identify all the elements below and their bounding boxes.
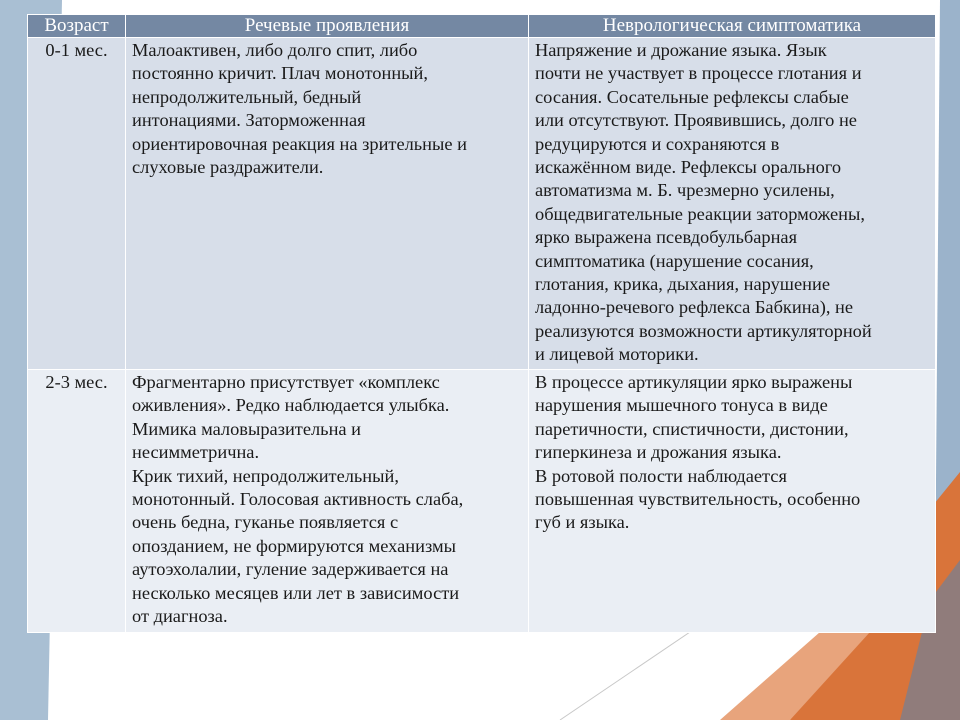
text-line: общедвигательные реакции заторможены, xyxy=(535,203,865,224)
text-line: очень бедна, гуканье появляется с xyxy=(132,512,399,533)
text-line: паретичности, спистичности, дистонии, xyxy=(535,418,849,439)
symptoms-table xyxy=(27,14,936,633)
text-line: оживления». Редко наблюдается улыбка. xyxy=(132,395,450,416)
table-header-row xyxy=(28,15,936,38)
row-age-cell: 2-3 мес. xyxy=(28,370,126,633)
text-line: повышенная чувствительность, особенно xyxy=(535,489,861,510)
text-line: Крик тихий, непродолжительный, xyxy=(132,465,399,486)
text-line: губ и языка. xyxy=(535,512,630,533)
text-line: ладонно-речевого рефлекса Бабкина), не xyxy=(535,297,854,318)
text-line: глотания, крика, дыхания, нарушение xyxy=(535,274,830,295)
text-line: симптоматика (нарушение сосания, xyxy=(535,250,814,271)
text-line: Напряжение и дрожание языка. Язык xyxy=(535,40,827,60)
text-line: нарушения мышечного тонуса в виде xyxy=(535,395,828,416)
text-line: опозданием, не формируются механизмы xyxy=(132,535,456,556)
background-thin-line xyxy=(560,632,690,720)
text-line: монотонный. Голосовая активность слаба, xyxy=(132,489,464,510)
text-line: или отсутствуют. Проявившись, долго не xyxy=(535,110,857,131)
header-speech: Речевые проявления xyxy=(126,15,529,38)
text-line: Мимика маловыразительна и xyxy=(132,418,362,439)
text-line: гиперкинеза и дрожания языка. xyxy=(535,442,782,463)
text-line: несколько месяцев или лет в зависимости xyxy=(132,582,460,603)
text-line: автоматизма м. Б. чрезмерно усилены, xyxy=(535,180,835,201)
text-line: В процессе артикуляции ярко выражены xyxy=(535,372,853,392)
row-speech-cell xyxy=(126,38,529,370)
text-line: несимметрична. xyxy=(132,442,260,463)
text-line: слуховые раздражители. xyxy=(132,157,324,178)
text-line: ярко выражена псевдобульбарная xyxy=(535,227,798,248)
text-line: Фрагментарно присутствует «комплекс xyxy=(132,372,440,392)
table-row xyxy=(28,38,936,370)
text-line: искажённом виде. Рефлексы орального xyxy=(535,157,842,178)
row-age-cell: 0-1 мес. xyxy=(28,38,126,370)
text-line: интонациями. Заторможенная xyxy=(132,110,366,131)
row-neuro-cell xyxy=(529,38,936,370)
text-line: реализуются возможности артикуляторной xyxy=(535,320,872,341)
header-neuro: Неврологическая симптоматика xyxy=(529,15,936,38)
row-neuro-cell xyxy=(529,370,936,633)
text-line: аутоэхолалии, гуление задерживается на xyxy=(132,559,449,580)
text-line: редуцируются и сохраняются в xyxy=(535,133,780,154)
text-line: непродолжительный, бедный xyxy=(132,86,362,107)
text-line: ориентировочная реакция на зрительные и xyxy=(132,133,467,154)
text-line: В ротовой полости наблюдается xyxy=(535,465,787,486)
table-row xyxy=(28,370,936,633)
text-line: от диагноза. xyxy=(132,606,228,627)
text-line: постоянно кричит. Плач монотонный, xyxy=(132,63,428,84)
text-line: Малоактивен, либо долго спит, либо xyxy=(132,40,418,60)
text-line: и лицевой моторики. xyxy=(535,344,699,365)
header-age: Возраст xyxy=(28,15,126,38)
row-speech-cell xyxy=(126,370,529,633)
text-line: почти не участвует в процессе глотания и xyxy=(535,63,862,84)
text-line: сосания. Сосательные рефлексы слабые xyxy=(535,86,849,107)
